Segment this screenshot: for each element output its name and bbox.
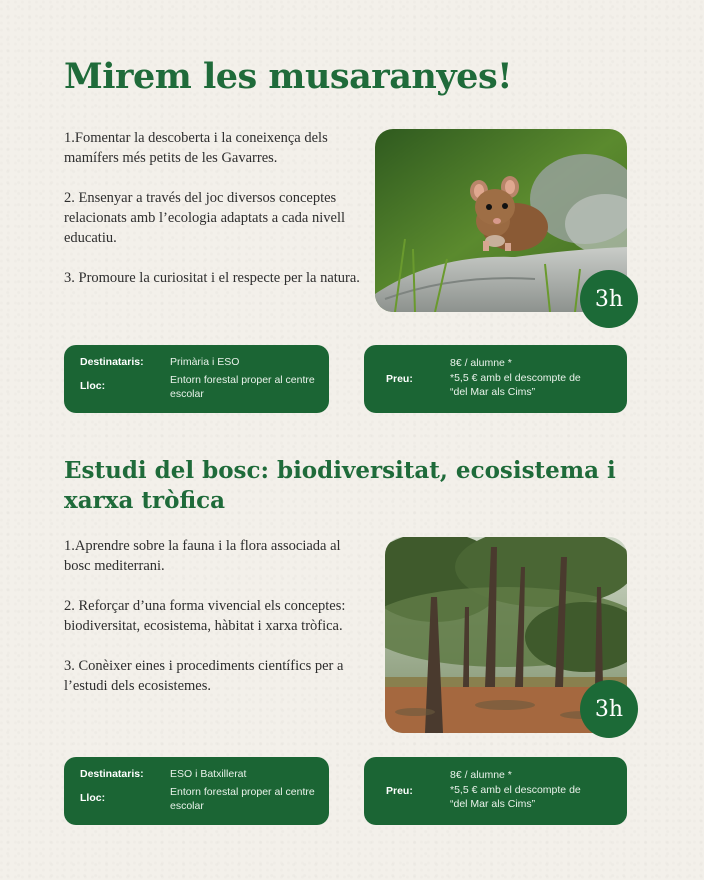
audience-location-card (64, 757, 329, 825)
price-label: Preu: (386, 373, 413, 385)
objective-item: 3. Conèixer eines i procediments científics per a l’estudi dels ecosistemes. (64, 658, 344, 694)
objectives-list (64, 536, 364, 716)
price-discount: *5,5 € amb el descompte de (450, 784, 581, 796)
price-main: 8€ / alumne * (450, 357, 512, 369)
destinataris-value: Primària i ESO (170, 356, 240, 368)
price-discount: *5,5 € amb el descompte de (450, 372, 581, 384)
lloc-value: Entorn forestal proper al centre escolar (170, 374, 315, 400)
audience-location-card (64, 345, 329, 413)
price-card (364, 345, 627, 413)
price-card (364, 757, 627, 825)
destinataris-label: Destinataris: (80, 356, 144, 368)
activity-title-shrews: Mirem les musaranyes! (64, 56, 513, 97)
price-label: Preu: (386, 785, 413, 797)
objectives-list (64, 128, 364, 308)
lloc-label: Lloc: (80, 792, 106, 804)
objective-item: 2. Reforçar d’una forma vivencial els conceptes: biodiversitat, ecosistema, hàbitat i xarxa tròfica. (64, 598, 346, 634)
lloc-label: Lloc: (80, 380, 106, 392)
duration-badge: 3h (580, 680, 638, 738)
lloc-value: Entorn forestal proper al centre escolar (170, 786, 315, 812)
price-main: 8€ / alumne * (450, 769, 512, 781)
price-discount-program: “del Mar als Cims” (450, 798, 536, 810)
destinataris-label: Destinataris: (80, 768, 144, 780)
price-discount-program: “del Mar als Cims” (450, 386, 536, 398)
objective-item: 2. Ensenyar a través del joc diversos conceptes relacionats amb l’ecologia adaptats a cada nivell educatiu. (64, 190, 346, 246)
activity-title-forest: Estudi del bosc: biodiversitat, ecosistema i xarxa tròfica (64, 457, 616, 514)
objective-item: 1.Aprendre sobre la fauna i la flora associada al bosc mediterrani. (64, 538, 341, 574)
destinataris-value: ESO i Batxillerat (170, 768, 247, 780)
objective-item: 1.Fomentar la descoberta i la coneixença dels mamífers més petits de les Gavarres. (64, 130, 328, 166)
objective-item: 3. Promoure la curiositat i el respecte per la natura. (64, 270, 360, 286)
duration-badge: 3h (580, 270, 638, 328)
